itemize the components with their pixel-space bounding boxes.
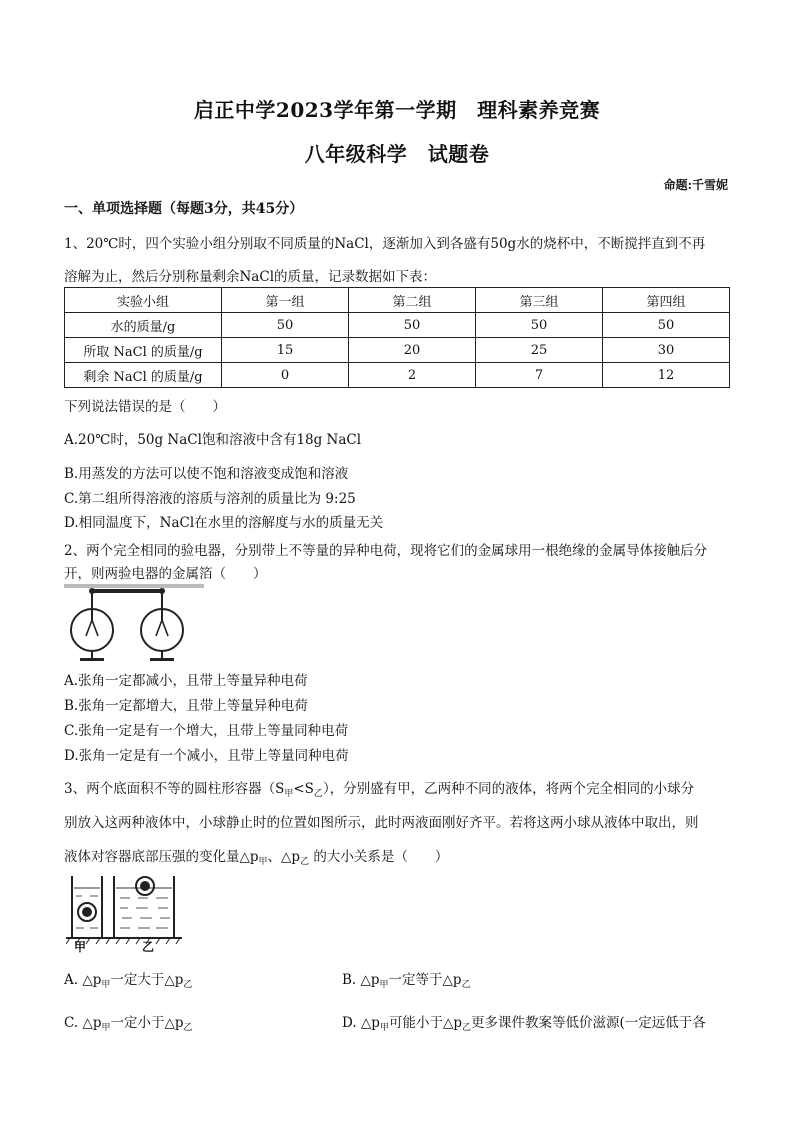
q3-text-line3: 液体对容器底部压强的变化量$\triangle p_甲$、$\triangle p_乙$ 的大小关系是（ ） [64, 849, 449, 867]
table-cell: 剩余 NaCl 的质量/g [65, 363, 222, 388]
table-header-row [65, 288, 730, 313]
table-header-cell: 第二组 [349, 288, 476, 313]
q1-option-b: B.用蒸发的方法可以使不饱和溶液变成饱和溶液 [64, 466, 349, 482]
q2-option-d: D.张角一定是有一个减小，且带上等量同种电荷 [64, 748, 349, 764]
table-row [65, 363, 730, 388]
q3-option-a: A. $\triangle p_甲$一定大于$\triangle p_乙$ [64, 972, 193, 990]
author-credit: 命题:千雪妮 [663, 178, 728, 192]
section-heading: 一、单项选择题（每题3分，共45分） [64, 201, 304, 217]
q3-option-d: D. $\triangle p_甲$可能小于$\triangle p_乙$更多课件教案等低价滋源(一定远低于各 [342, 1015, 706, 1033]
q1-option-a: A.20℃时，50g NaCl饱和溶液中含有18g NaCl [64, 432, 362, 448]
table-header-cell: 实验小组 [65, 288, 222, 313]
table-cell: 12 [603, 363, 730, 388]
table-header-cell: 第四组 [603, 288, 730, 313]
q1-option-d: D.相同温度下，NaCl在水里的溶解度与水的质量无关 [64, 515, 384, 531]
electroscopes-figure [64, 584, 204, 666]
table-header-cell: 第三组 [476, 288, 603, 313]
table-cell: 0 [222, 363, 349, 388]
figure-label-left: 甲 [74, 940, 87, 954]
exam-subtitle: 八年级科学 试题卷 [304, 142, 490, 166]
q3-option-c: C. $\triangle p_甲$一定小于$\triangle p_乙$ [64, 1015, 193, 1033]
q1-stem: 下列说法错误的是（ ） [64, 399, 226, 415]
table-cell: 15 [222, 338, 349, 363]
table-cell: 50 [349, 313, 476, 338]
table-cell: 所取 NaCl 的质量/g [65, 338, 222, 363]
q2-option-a: A.张角一定都减小，且带上等量异种电荷 [64, 673, 308, 689]
q1-text-line2: 溶解为止，然后分别称量剩余NaCl的质量，记录数据如下表： [64, 269, 437, 285]
q2-option-b: B.张角一定都增大，且带上等量异种电荷 [64, 698, 308, 714]
table-cell: 25 [476, 338, 603, 363]
q2-text-line1: 2、两个完全相同的验电器，分别带上不等量的异种电荷，现将它们的金属球用一根绝缘的金属导体接触后分 [64, 543, 708, 559]
q1-data-table [64, 287, 730, 388]
table-cell: 30 [603, 338, 730, 363]
table-header-cell: 第一组 [222, 288, 349, 313]
q3-option-b: B. $\triangle p_甲$一定等于$\triangle p_乙$ [342, 972, 471, 990]
q2-text-line2: 开，则两验电器的金属箔（ ） [64, 566, 267, 582]
table-cell: 50 [603, 313, 730, 338]
figure-label-right: 乙 [142, 940, 155, 954]
table-row [65, 313, 730, 338]
table-cell: 50 [222, 313, 349, 338]
q3-text-line1: 3、两个底面积不等的圆柱形容器$(S_甲<S_乙)$，分别盛有甲，乙两种不同的液体，将两个完全相同的小球分 [64, 781, 695, 799]
table-row [65, 338, 730, 363]
table-cell: 水的质量/g [65, 313, 222, 338]
q3-text-line2: 别放入这两种液体中，小球静止时的位置如图所示，此时两液面刚好齐平。若将这两小球从液体中取出，则 [64, 815, 699, 831]
exam-title: 启正中学2023学年第一学期 理科素养竞赛 [193, 98, 601, 122]
table-cell: 7 [476, 363, 603, 388]
q2-option-c: C.张角一定是有一个增大，且带上等量同种电荷 [64, 723, 349, 739]
q1-text-line1: 1、20℃时，四个实验小组分别取不同质量的NaCl，逐渐加入到各盛有50g水的烧杯中，不断搅拌直到不再 [64, 236, 706, 252]
table-cell: 20 [349, 338, 476, 363]
table-cell: 50 [476, 313, 603, 338]
table-cell: 2 [349, 363, 476, 388]
q1-option-c: C.第二组所得溶液的溶质与溶剂的质量比为 9:25 [64, 491, 356, 507]
